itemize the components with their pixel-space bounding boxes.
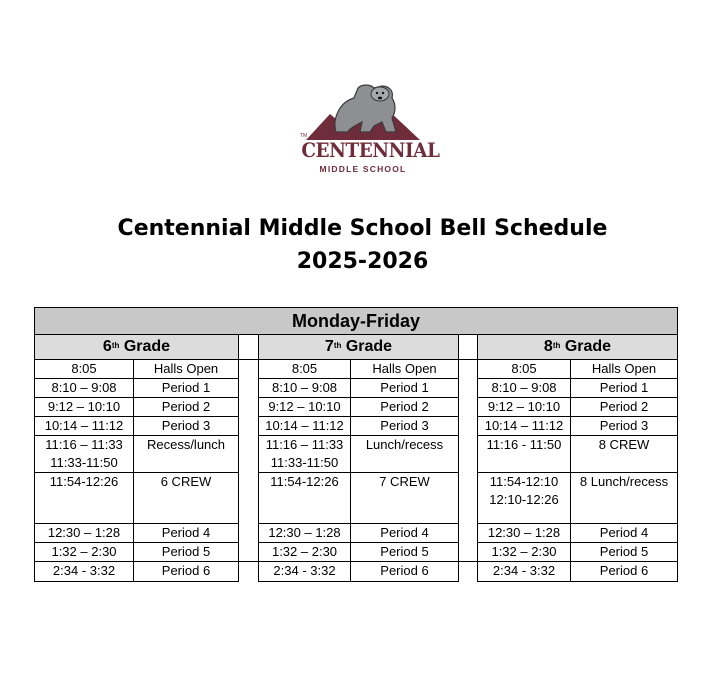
logo-wordmark: CENTENNIAL <box>301 138 440 162</box>
period-text: Period 5 <box>599 544 649 559</box>
period-text: Period 5 <box>380 544 429 559</box>
period-text: 6 CREW <box>160 474 212 489</box>
period-cell <box>571 417 678 436</box>
period-text: Period 2 <box>161 399 211 414</box>
column-gap <box>459 398 478 417</box>
column-gap <box>239 436 259 473</box>
period-text: Halls Open <box>153 361 219 376</box>
title-line-1: Centennial Middle School Bell Schedule <box>117 216 608 241</box>
time-cell <box>35 379 134 398</box>
time-cell <box>259 524 351 543</box>
period-text: Halls Open <box>372 361 437 376</box>
time-cell <box>259 543 351 562</box>
time-text: 12:30 – 1:28 <box>268 525 341 540</box>
period-cell <box>571 436 678 473</box>
grade-label: Grade <box>341 338 393 355</box>
period-cell <box>351 436 459 473</box>
time-text: 8:10 – 9:08 <box>491 380 557 395</box>
column-gap <box>459 473 478 524</box>
period-text: Period 3 <box>380 418 429 433</box>
time-cell <box>478 360 571 379</box>
grade-header-8 <box>478 335 678 360</box>
time-cell <box>259 398 351 417</box>
time-cell <box>35 543 134 562</box>
grade-label: Grade <box>560 338 612 355</box>
period-cell <box>134 562 239 582</box>
time-text: 11:54-12:10 <box>489 474 559 489</box>
period-cell <box>351 524 459 543</box>
time-text: 8:05 <box>511 361 537 376</box>
time-text: 11:16 – 11:33 <box>45 437 123 452</box>
column-gap <box>459 436 478 473</box>
bell-schedule-table <box>34 307 678 582</box>
time-cell <box>259 436 351 473</box>
table-row <box>35 398 678 417</box>
time-cell <box>259 360 351 379</box>
time-text: 8:10 – 9:08 <box>271 380 338 395</box>
period-text: Period 3 <box>161 418 211 433</box>
school-logo <box>296 80 440 176</box>
time-cell <box>259 379 351 398</box>
time-text: 8:05 <box>291 361 318 376</box>
column-gap <box>239 335 259 360</box>
time-text: 1:32 – 2:30 <box>51 544 117 559</box>
period-text: Recess/lunch <box>146 437 226 452</box>
period-text: 8 CREW <box>598 437 650 452</box>
period-cell <box>571 360 678 379</box>
time-cell <box>478 398 571 417</box>
column-gap <box>239 360 259 379</box>
table-row <box>35 524 678 543</box>
grade-number: 7 <box>324 338 334 355</box>
period-cell <box>571 562 678 582</box>
column-gap <box>459 417 478 436</box>
period-cell <box>134 524 239 543</box>
time-text: 9:12 – 10:10 <box>487 399 561 414</box>
period-text: Period 3 <box>599 418 649 433</box>
time-text: 11:16 - 11:50 <box>486 437 562 452</box>
time-text: 11:33-11:50 <box>50 455 118 470</box>
time-cell <box>35 562 134 582</box>
column-gap <box>239 379 259 398</box>
time-cell <box>35 473 134 524</box>
time-cell <box>35 360 134 379</box>
period-text: Period 4 <box>599 525 649 540</box>
time-cell <box>478 473 571 524</box>
schedule-band-header: Monday-Friday <box>35 308 678 335</box>
period-cell <box>134 379 239 398</box>
time-cell <box>478 436 571 473</box>
column-gap <box>459 524 478 543</box>
time-text: 2:34 - 3:32 <box>52 563 116 578</box>
period-text: Period 6 <box>380 563 429 578</box>
period-text: 8 Lunch/recess <box>579 474 669 489</box>
column-gap <box>459 543 478 562</box>
table-row <box>35 562 678 582</box>
period-text: Period 4 <box>380 525 429 540</box>
time-text: 8:10 – 9:08 <box>51 380 117 395</box>
page-title <box>0 212 725 278</box>
time-cell <box>259 562 351 582</box>
period-text: Period 6 <box>161 563 211 578</box>
period-cell <box>351 473 459 524</box>
time-text: 12:30 – 1:28 <box>47 525 121 540</box>
time-text: 9:12 – 10:10 <box>268 399 341 414</box>
table-row <box>35 473 678 524</box>
period-text: Lunch/recess <box>365 437 444 452</box>
column-gap <box>239 417 259 436</box>
column-gap <box>239 562 259 582</box>
time-cell <box>35 524 134 543</box>
time-cell <box>478 543 571 562</box>
time-text: 11:54-12:26 <box>49 474 119 489</box>
time-cell <box>259 473 351 524</box>
period-cell <box>134 543 239 562</box>
period-cell <box>134 360 239 379</box>
column-gap <box>459 360 478 379</box>
time-text: 11:16 – 11:33 <box>265 437 344 452</box>
time-cell <box>35 417 134 436</box>
column-gap <box>239 543 259 562</box>
time-text: 10:14 – 11:12 <box>265 418 344 433</box>
period-text: Period 2 <box>380 399 429 414</box>
period-cell <box>134 473 239 524</box>
period-text: Period 4 <box>161 525 211 540</box>
time-text: 10:14 – 11:12 <box>44 418 124 433</box>
grade-number: 8 <box>543 338 553 355</box>
grade-number: 6 <box>102 338 112 355</box>
grade-header-row <box>35 335 678 360</box>
period-cell <box>134 398 239 417</box>
time-text: 12:10-12:26 <box>489 492 559 507</box>
time-text: 11:54-12:26 <box>270 474 339 489</box>
period-text: Period 1 <box>599 380 649 395</box>
time-text: 12:30 – 1:28 <box>487 525 561 540</box>
time-cell <box>259 417 351 436</box>
table-row <box>35 360 678 379</box>
column-gap <box>459 335 478 360</box>
svg-text:TM: TM <box>300 133 308 139</box>
logo-subtitle: MIDDLE SCHOOL <box>319 164 407 174</box>
period-text: Period 1 <box>380 380 429 395</box>
column-gap <box>239 473 259 524</box>
title-line-2: 2025-2026 <box>296 249 429 274</box>
time-cell <box>478 417 571 436</box>
period-cell <box>351 379 459 398</box>
time-text: 2:34 - 3:32 <box>273 563 336 578</box>
column-gap <box>459 562 478 582</box>
table-row <box>35 436 678 473</box>
table-row <box>35 543 678 562</box>
period-cell <box>351 417 459 436</box>
period-text: Period 1 <box>161 380 211 395</box>
table-row <box>35 379 678 398</box>
period-cell <box>134 436 239 473</box>
time-text: 2:34 - 3:32 <box>492 563 556 578</box>
time-cell <box>35 398 134 417</box>
time-text: 11:33-11:50 <box>270 455 339 470</box>
period-cell <box>571 543 678 562</box>
time-text: 9:12 – 10:10 <box>47 399 121 414</box>
period-text: Period 6 <box>599 563 649 578</box>
period-cell <box>351 562 459 582</box>
period-cell <box>351 360 459 379</box>
period-text: 7 CREW <box>379 474 430 489</box>
time-text: 8:05 <box>71 361 97 376</box>
column-gap <box>239 398 259 417</box>
time-text: 1:32 – 2:30 <box>491 544 557 559</box>
time-text: 10:14 – 11:12 <box>484 418 564 433</box>
period-text: Halls Open <box>591 361 657 376</box>
time-cell <box>478 524 571 543</box>
column-gap <box>459 379 478 398</box>
time-cell <box>478 562 571 582</box>
period-cell <box>571 524 678 543</box>
period-cell <box>571 379 678 398</box>
grade-header-7 <box>259 335 459 360</box>
time-text: 1:32 – 2:30 <box>271 544 338 559</box>
grade-suffix: th <box>552 341 561 350</box>
time-cell <box>478 379 571 398</box>
period-text: Period 2 <box>599 399 649 414</box>
time-cell <box>35 436 134 473</box>
column-gap <box>239 524 259 543</box>
grade-suffix: th <box>111 341 120 350</box>
table-row <box>35 417 678 436</box>
period-cell <box>571 473 678 524</box>
period-cell <box>351 398 459 417</box>
grade-suffix: th <box>333 341 342 350</box>
grade-label: Grade <box>119 338 171 355</box>
period-text: Period 5 <box>161 544 211 559</box>
grade-header-6 <box>35 335 239 360</box>
period-cell <box>351 543 459 562</box>
period-cell <box>571 398 678 417</box>
period-cell <box>134 417 239 436</box>
